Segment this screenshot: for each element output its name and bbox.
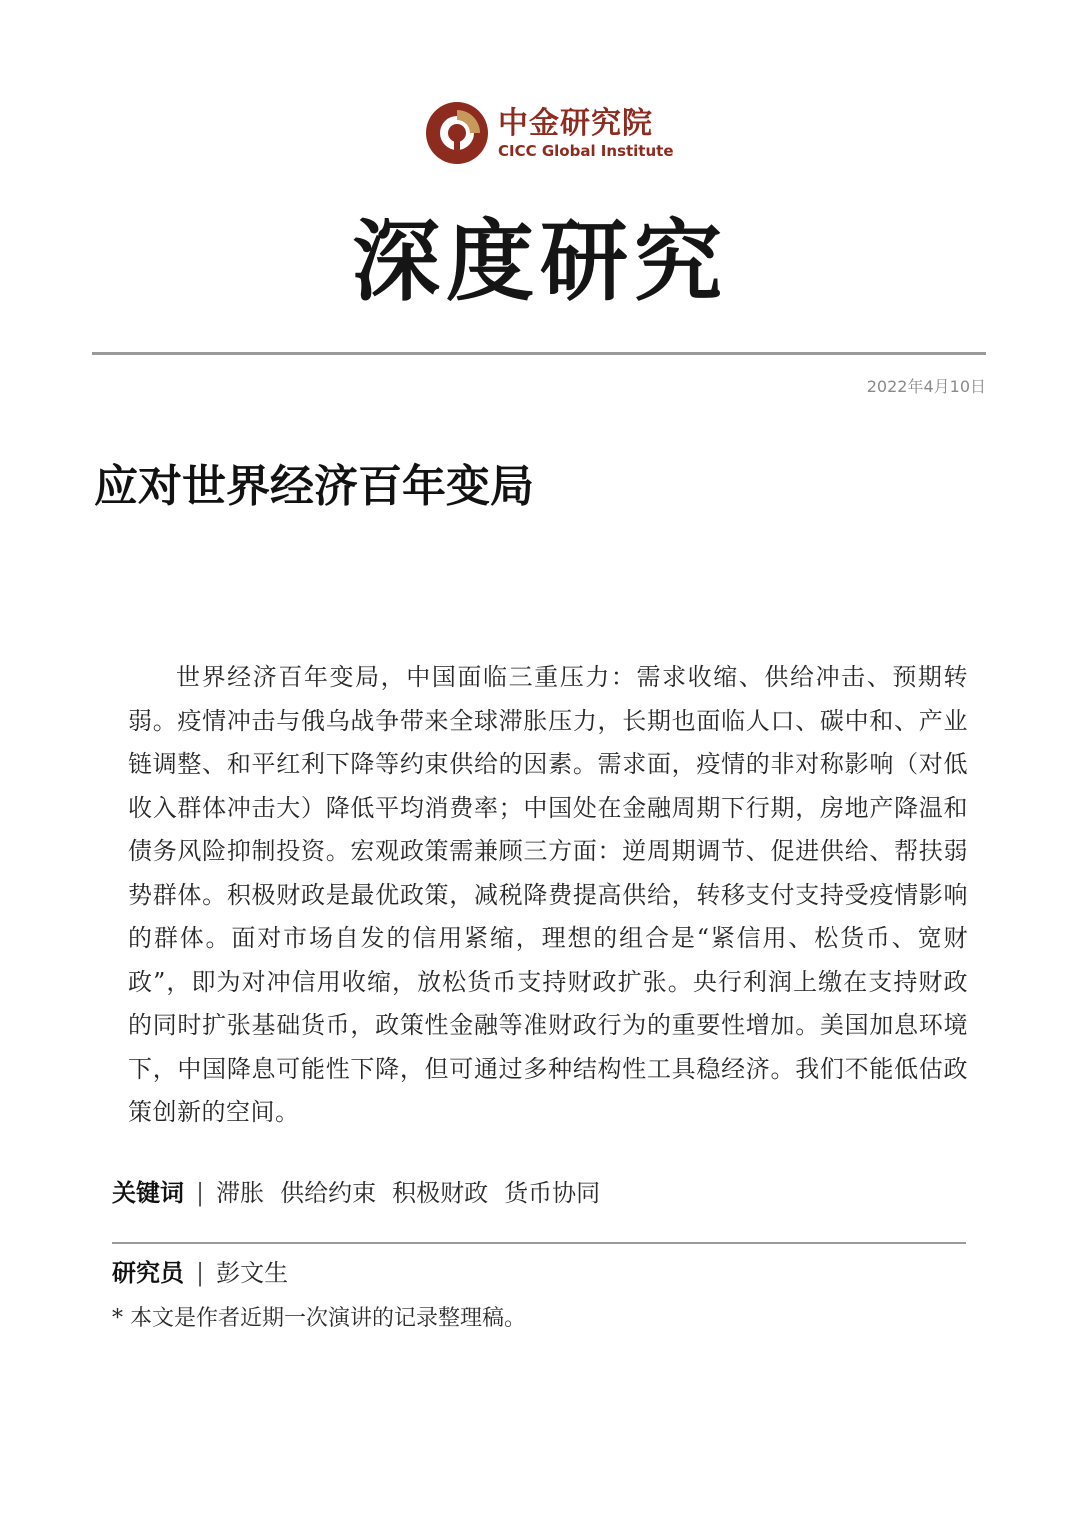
keyword-item: 滞胀 (216, 1179, 265, 1207)
researcher-separator: | (196, 1259, 205, 1287)
keyword-item: 货币协同 (504, 1179, 601, 1207)
logo-english-name: CICC Global Institute (498, 142, 674, 160)
keywords-label: 关键词 (112, 1179, 184, 1207)
keywords-row (112, 1176, 616, 1210)
article-title: 应对世界经济百年变局 (94, 461, 534, 512)
researcher-label: 研究员 (112, 1259, 184, 1287)
researcher-row (112, 1256, 288, 1290)
article-abstract: 世界经济百年变局，中国面临三重压力：需求收缩、供给冲击、预期转弱。疫情冲击与俄乌战争带来全球滞胀压力，长期也面临人口、碳中和、产业链调整、和平红利下降等约束供给的因素。需求面，疫情的非对称影响（对低收入群体冲击大）降低平均消费率；中国处在金融周期下行期，房地产降温和债务风险抑制投资。宏观政策需兼顾三方面：逆周期调节、促进供给、帮扶弱势群体。积极财政是最优政策，减税降费提高供给，转移支付支持受疫情影响的群体。面对市场自发的信用紧缩，理想的组合是“紧信用、松货币、宽财政”，即为对冲信用收缩，放松货币支持财政扩张。央行利润上缴在支持财政的同时扩张基础货币，政策性金融等准财政行为的重要性增加。美国加息环境下，中国降息可能性下降，但可通过多种结构性工具稳经济。我们不能低估政策创新的空间。 (128, 663, 968, 1126)
keywords-separator: | (196, 1179, 205, 1207)
logo-text (498, 106, 674, 160)
logo-chinese-name: 中金研究院 (498, 106, 653, 141)
cicc-logo-mark-icon (424, 100, 490, 166)
series-title: 深度研究 (351, 209, 728, 313)
researcher-name: 彭文生 (216, 1259, 289, 1287)
middle-divider (112, 1242, 966, 1244)
top-divider (92, 352, 986, 355)
keyword-item: 供给约束 (280, 1179, 377, 1207)
cicc-logo (424, 100, 674, 166)
publish-date: 2022年4月10日 (866, 377, 986, 396)
footnote: * 本文是作者近期一次演讲的记录整理稿。 (112, 1306, 526, 1331)
keyword-item: 积极财政 (392, 1179, 489, 1207)
